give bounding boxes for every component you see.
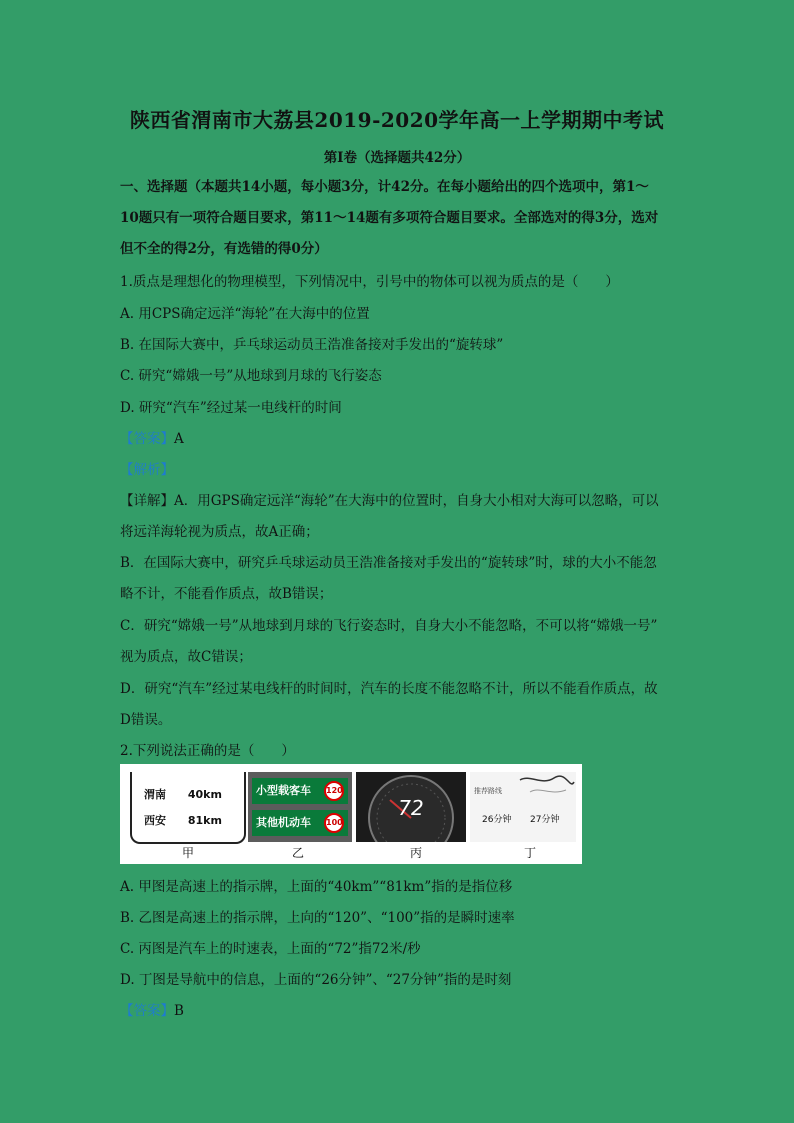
question-1-option-c: C. 研究“嫦娥一号”从地球到月球的飞行姿态 (120, 368, 382, 384)
question-1-detail-line-6: 视为质点，故C错误； (120, 649, 252, 665)
route-header: 推荐路线 (474, 787, 502, 795)
page-title: 陕西省渭南市大荔县2019-2020学年高一上学期期中考试 (129, 108, 665, 132)
question-1-option-d: D. 研究“汽车”经过某一电线杆的时间 (120, 400, 342, 416)
question-1-detail-line-3: B．在国际大赛中，研究乒乓球运动员王浩准备接对手发出的“旋转球”时，球的大小不能忽 (120, 555, 657, 571)
vehicle-type-label: 小型载客车 (256, 784, 311, 797)
question-1-detail-line-7: D．研究“汽车”经过某电线杆的时间时，汽车的长度不能忽略不计，所以不能看作质点，故 (120, 681, 658, 697)
distance-sign-panel (130, 772, 246, 844)
question-1-detail-line-4: 略不计，不能看作质点，故B错误； (120, 586, 333, 602)
figure-caption-3: 丙 (410, 846, 423, 860)
figure-caption-1: 甲 (182, 846, 195, 860)
section-subtitle: 第Ⅰ卷（选择题共42分） (323, 150, 471, 166)
route-1-time: 26分钟 (482, 815, 512, 825)
answer-value: A (174, 431, 184, 447)
route-map-icon (470, 772, 576, 842)
distance-label: 81km (187, 814, 222, 827)
instructions-line-3: 但不全的得2分，有选错的得0分） (120, 241, 328, 257)
answer-tag: 【答案】 (120, 431, 174, 447)
question-1-detail-line-1: 【详解】A．用GPS确定远洋“海轮”在大海中的位置时，自身大小相对大海可以忽略，可以 (120, 493, 659, 509)
distance-label: 40km (187, 788, 222, 801)
question-2-option-c: C. 丙图是汽车上的时速表，上面的“72”指72米/秒 (120, 941, 421, 957)
city-label: 西安 (144, 814, 166, 827)
question-2-answer (120, 999, 184, 1019)
question-1-answer (120, 427, 184, 447)
question-1-detail-line-8: D错误。 (120, 712, 172, 728)
speed-limit-badge: 120 (324, 781, 344, 801)
city-label: 渭南 (144, 788, 166, 801)
instructions-line-2: 10题只有一项符合题目要求，第11～14题有多项符合题目要求。全部选对的得3分，选对 (120, 210, 659, 226)
distance-row-2 (144, 812, 222, 828)
speed-limit-sign-panel (248, 772, 352, 842)
question-1-option-a: A. 用CPS确定远洋“海轮”在大海中的位置 (120, 306, 370, 322)
question-1-detail-line-5: C．研究“嫦娥一号”从地球到月球的飞行姿态时，自身大小不能忽略，不可以将“嫦娥一号” (120, 618, 658, 634)
speedometer-reading: 72 (398, 796, 424, 820)
figure-caption-2: 乙 (292, 846, 305, 860)
question-2-option-b: B. 乙图是高速上的指示牌，上向的“120”、“100”指的是瞬时速率 (120, 910, 515, 926)
speed-sign-row-1 (252, 778, 348, 804)
question-1-detail-line-2: 将远洋海轮视为质点，故A正确； (120, 524, 319, 540)
question-1-stem: 1.质点是理想化的物理模型，下列情况中，引号中的物体可以视为质点的是（ ） (120, 274, 619, 290)
instructions-line-1: 一、选择题（本题共14小题，每小题3分，计42分。在每小题给出的四个选项中，第1～ (120, 179, 649, 195)
navigation-panel (470, 772, 576, 842)
distance-row-1 (144, 786, 222, 802)
speedometer-panel (356, 772, 466, 842)
answer-tag: 【答案】 (120, 1003, 174, 1019)
question-2-option-d: D. 丁图是导航中的信息，上面的“26分钟”、“27分钟”指的是时刻 (120, 972, 512, 988)
route-2-time: 27分钟 (530, 815, 560, 825)
answer-value: B (174, 1003, 184, 1019)
question-1-analysis-tag: 【解析】 (120, 462, 174, 478)
question-2-stem: 2.下列说法正确的是（ ） (120, 743, 295, 759)
question-2-figure (120, 764, 582, 864)
speed-limit-badge: 100 (324, 813, 344, 833)
figure-caption-4: 丁 (524, 846, 537, 860)
speed-sign-row-2 (252, 810, 348, 836)
section-instructions (120, 172, 680, 265)
question-1-option-b: B. 在国际大赛中，乒乓球运动员王浩准备接对手发出的“旋转球” (120, 337, 504, 353)
question-2-option-a: A. 甲图是高速上的指示牌，上面的“40km”“81km”指的是指位移 (120, 879, 513, 895)
vehicle-type-label: 其他机动车 (256, 816, 311, 829)
